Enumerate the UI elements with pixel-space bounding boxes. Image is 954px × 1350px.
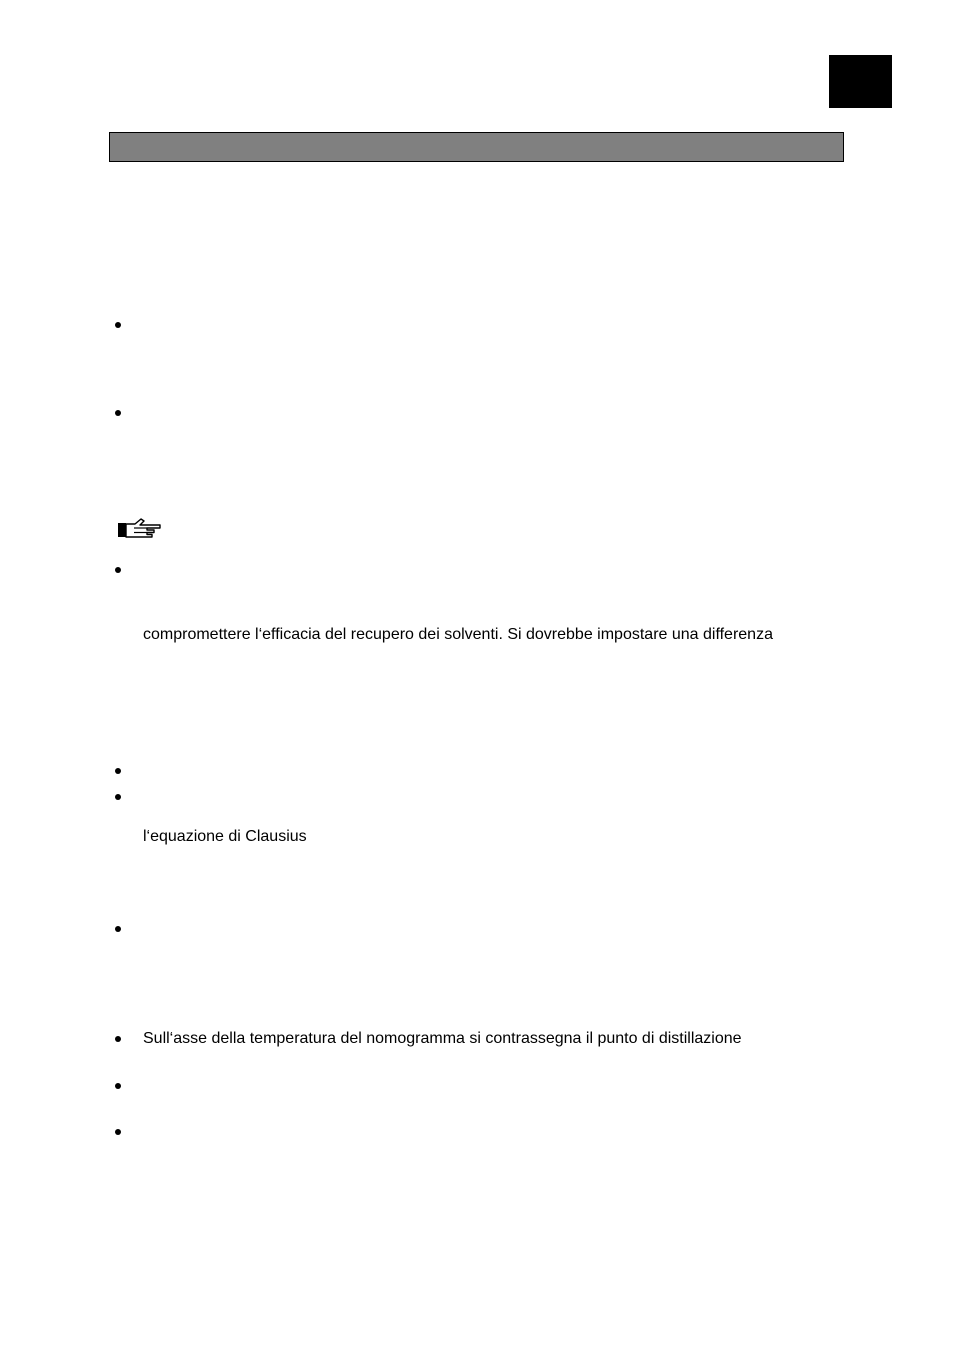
- section-header-bar: [109, 132, 844, 162]
- bullet-4: [115, 768, 121, 774]
- bullet-6: [115, 926, 121, 932]
- bullet-5: [115, 794, 121, 800]
- bullet-7: [115, 1036, 121, 1042]
- bullet-2: [115, 410, 121, 416]
- bullet-8: [115, 1083, 121, 1089]
- pointing-hand-icon: [117, 517, 163, 539]
- list-item-nomogram: Sull‘asse della temperatura del nomogramma si contrassegna il punto di distillazione: [143, 1030, 742, 1047]
- page-tab-marker: [829, 55, 892, 108]
- bullet-1: [115, 322, 121, 328]
- bullet-3: [115, 567, 121, 573]
- paragraph-line-clausius: l‘equazione di Clausius: [143, 828, 307, 845]
- bullet-9: [115, 1129, 121, 1135]
- paragraph-line-recovery: compromettere l‘efficacia del recupero dei solventi. Si dovrebbe impostare una differenza: [143, 626, 773, 643]
